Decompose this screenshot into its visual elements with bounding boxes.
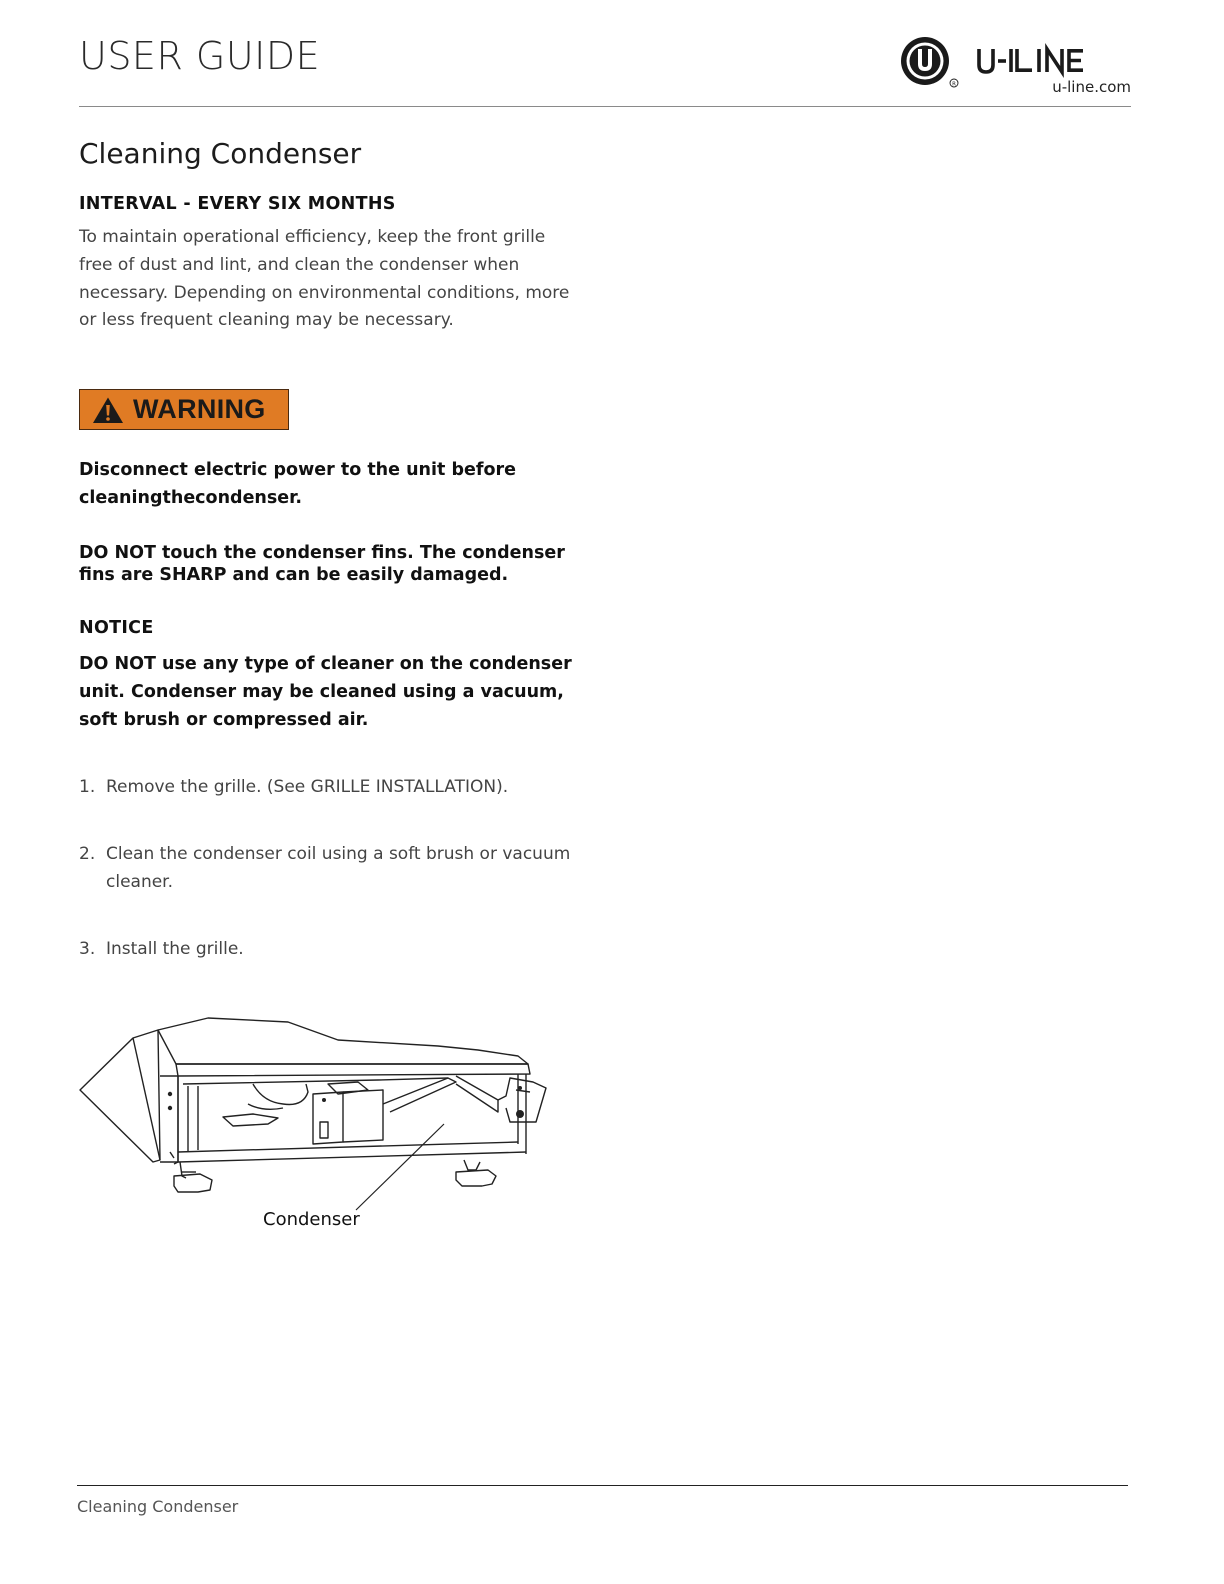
step-number: 2. (79, 844, 96, 864)
header-divider (79, 106, 1131, 107)
warning-triangle-icon (92, 396, 124, 424)
intro-paragraph: To maintain operational efficiency, keep the front grille free of dust and lint, and clean the condenser when necessary. Depending on environmental conditions, more or less frequent cleaning may be necessary. (79, 227, 570, 331)
warning-label: WARNING (133, 394, 266, 424)
step-item (79, 841, 579, 897)
section-title: Cleaning Condenser (79, 137, 362, 170)
step-text: Remove the grille. (See GRILLE INSTALLATION). (106, 777, 509, 797)
warning-disconnect-text: Disconnect electric power to the unit before cleaningthecondenser. (79, 460, 517, 508)
svg-text:R: R (952, 81, 956, 88)
condenser-callout-label: Condenser (263, 1209, 360, 1230)
warning-badge (79, 389, 289, 430)
step-item (79, 936, 579, 964)
page-header-title: USER GUIDE (79, 34, 321, 78)
interval-heading: INTERVAL - EVERY SIX MONTHS (79, 194, 396, 214)
warning-fins-text: DO NOT touch the condenser fins. The condenser fins are SHARP and can be easily damaged. (79, 543, 565, 585)
notice-heading: NOTICE (79, 618, 154, 638)
footer-section-name: Cleaning Condenser (77, 1497, 239, 1516)
brand-url: u-line.com (1052, 78, 1131, 96)
footer-divider (77, 1485, 1128, 1486)
condenser-illustration (78, 1012, 550, 1212)
step-number: 3. (79, 939, 96, 959)
notice-text: DO NOT use any type of cleaner on the condenser unit. Condenser may be cleaned using a vacuum, soft brush or compressed air. (79, 654, 572, 730)
step-text: Clean the condenser coil using a soft brush or vacuum cleaner. (106, 844, 571, 892)
step-item (79, 774, 579, 802)
step-number: 1. (79, 777, 96, 797)
step-text: Install the grille. (106, 939, 244, 959)
